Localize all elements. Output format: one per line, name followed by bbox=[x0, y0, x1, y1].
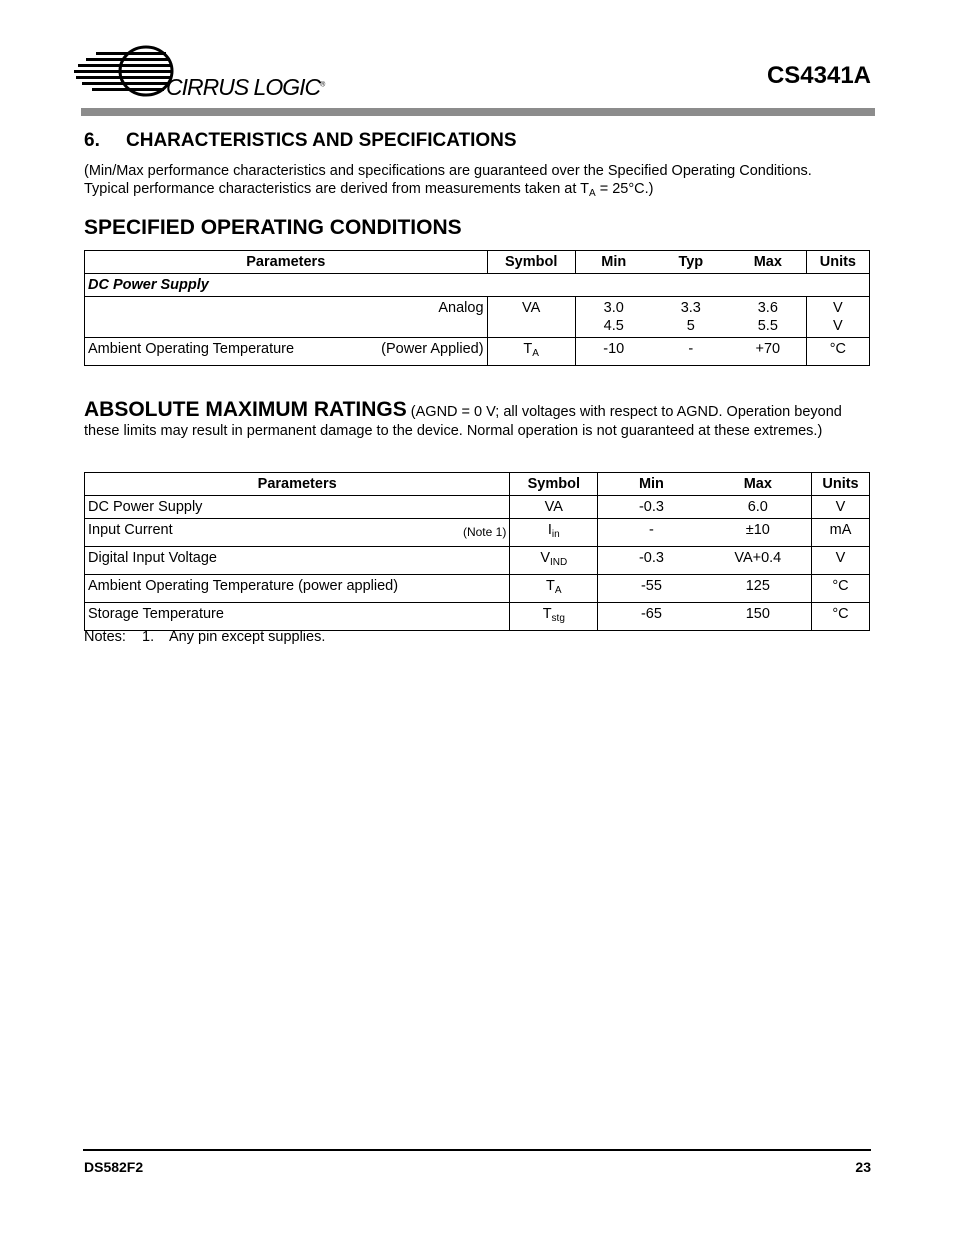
col-header: Parameters bbox=[85, 251, 488, 274]
min-cell: -0.3 bbox=[598, 547, 705, 575]
typ-cell: - bbox=[652, 338, 730, 366]
col-header: Min bbox=[598, 473, 705, 496]
min-cell: -65 bbox=[598, 603, 705, 631]
symbol-cell: VA bbox=[487, 297, 575, 338]
max-cell: ±10 bbox=[705, 519, 812, 547]
notes: Notes: 1. Any pin except supplies. bbox=[84, 629, 326, 645]
col-header: Min bbox=[575, 251, 651, 274]
max-cell: 6.0 bbox=[705, 496, 812, 519]
min-cell: - bbox=[598, 519, 705, 547]
note-reference: (Note 1) bbox=[462, 525, 507, 539]
units-cell: °C bbox=[806, 338, 869, 366]
units-cell: mA bbox=[812, 519, 870, 547]
param-cell: Input Current (Note 1) bbox=[85, 519, 510, 547]
col-header: Symbol bbox=[487, 251, 575, 274]
page-number: 23 bbox=[855, 1159, 871, 1175]
amr-heading-paragraph bbox=[84, 400, 874, 441]
table-row bbox=[85, 519, 870, 547]
intro-paragraph: (Min/Max performance characteristics and specifications are guaranteed over the Specified Operating Conditions. Typical performance characteristics are derived from measurements taken at $T_A = 25^\circ C$.) bbox=[84, 163, 812, 199]
symbol-cell: $T_{stg}$ bbox=[510, 603, 598, 631]
param-cell: Digital Input Voltage bbox=[85, 547, 510, 575]
units-cell: °C bbox=[812, 603, 870, 631]
operating-conditions-table bbox=[84, 250, 870, 366]
table-row bbox=[85, 274, 870, 297]
amr-description: (AGND = 0 V; all voltages with respect to AGND. Operation beyond these limits may result in permanent damage to the device. Normal operation is not guaranteed at these extremes.) bbox=[84, 404, 842, 439]
table-row bbox=[85, 575, 870, 603]
document-id: DS582F2 bbox=[84, 1159, 144, 1175]
group-label: DC Power Supply bbox=[85, 274, 870, 297]
table-header-row bbox=[85, 251, 870, 274]
table-row bbox=[85, 547, 870, 575]
symbol-cell: $T_A$ bbox=[510, 575, 598, 603]
max-cell: 3.6 5.5 bbox=[730, 297, 806, 338]
param-cell: Analog bbox=[85, 297, 488, 338]
symbol-cell: $T_A$ bbox=[487, 338, 575, 366]
soc-heading: SPECIFIED OPERATING CONDITIONS bbox=[84, 216, 462, 239]
amr-heading: ABSOLUTE MAXIMUM RATINGS bbox=[84, 398, 407, 421]
col-header: Symbol bbox=[510, 473, 598, 496]
table-header-row bbox=[85, 473, 870, 496]
table-row bbox=[85, 297, 870, 338]
header-divider bbox=[81, 108, 875, 116]
col-header: Units bbox=[806, 251, 869, 274]
col-header: Typ bbox=[652, 251, 730, 274]
max-cell: VA+0.4 bbox=[705, 547, 812, 575]
col-header: Max bbox=[730, 251, 806, 274]
max-cell: 125 bbox=[705, 575, 812, 603]
section-title: 6. CHARACTERISTICS AND SPECIFICATIONS bbox=[84, 130, 517, 151]
table-row bbox=[85, 338, 870, 366]
units-cell: V V bbox=[806, 297, 869, 338]
min-cell: 3.0 4.5 bbox=[575, 297, 651, 338]
min-cell: -55 bbox=[598, 575, 705, 603]
units-cell: V bbox=[812, 547, 870, 575]
symbol-cell: VA bbox=[510, 496, 598, 519]
logo-wordmark: CIRRUS LOGIC® bbox=[166, 74, 325, 100]
symbol-cell: $I_{in}$ bbox=[510, 519, 598, 547]
max-cell: +70 bbox=[730, 338, 806, 366]
absolute-max-ratings-table bbox=[84, 472, 870, 631]
param-cell: Ambient Operating Temperature (Power Applied) bbox=[85, 338, 488, 366]
units-cell: V bbox=[812, 496, 870, 519]
max-cell: 150 bbox=[705, 603, 812, 631]
col-header: Parameters bbox=[85, 473, 510, 496]
col-header: Max bbox=[705, 473, 812, 496]
symbol-cell: $V_{IND}$ bbox=[510, 547, 598, 575]
param-cell: Storage Temperature bbox=[85, 603, 510, 631]
footer-divider bbox=[83, 1149, 871, 1151]
min-cell: -0.3 bbox=[598, 496, 705, 519]
table-row bbox=[85, 496, 870, 519]
typ-cell: 3.3 5 bbox=[652, 297, 730, 338]
units-cell: °C bbox=[812, 575, 870, 603]
table-row bbox=[85, 603, 870, 631]
min-cell: -10 bbox=[575, 338, 651, 366]
cirrus-logic-logo bbox=[74, 44, 334, 102]
param-cell: DC Power Supply bbox=[85, 496, 510, 519]
col-header: Units bbox=[812, 473, 870, 496]
param-cell: Ambient Operating Temperature (power applied) bbox=[85, 575, 510, 603]
part-number: CS4341A bbox=[766, 62, 871, 89]
